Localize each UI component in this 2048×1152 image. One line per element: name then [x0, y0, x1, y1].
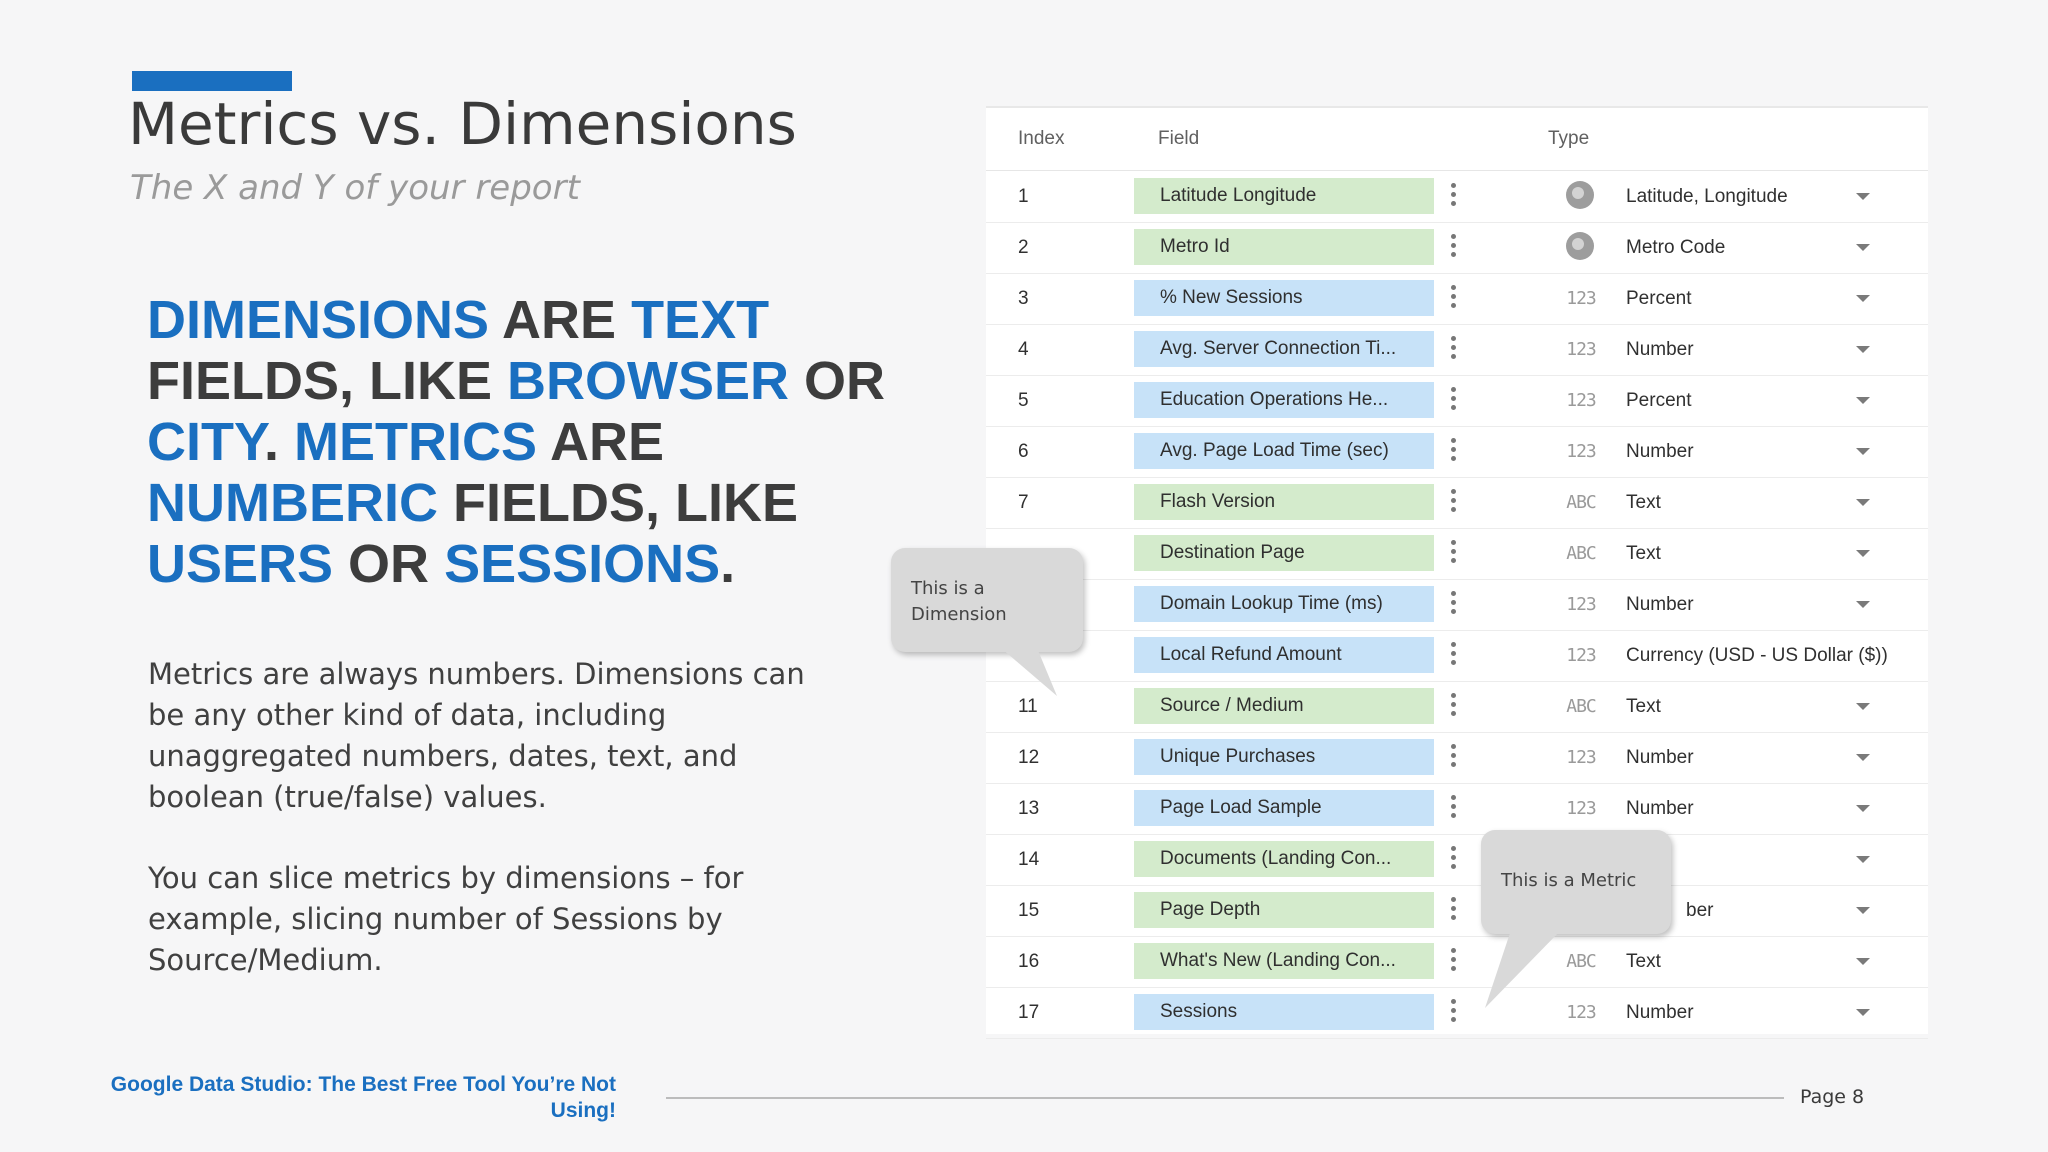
dimension-field-chip[interactable]: Documents (Landing Con...	[1134, 841, 1434, 877]
field-type-label: Number	[1626, 339, 1694, 360]
table-row[interactable]	[986, 834, 1928, 886]
field-type-label: ber	[1686, 900, 1714, 921]
headline-keyword: METRICS	[294, 412, 538, 472]
more-options-icon[interactable]	[1448, 387, 1458, 415]
more-options-icon[interactable]	[1448, 795, 1458, 823]
field-type-label: Currency (USD - US Dollar ($))	[1626, 645, 1888, 666]
more-options-icon[interactable]	[1448, 234, 1458, 262]
dimension-callout	[891, 548, 1083, 652]
headline-text: OR	[333, 534, 445, 594]
page-number: Page 8	[1800, 1086, 1865, 1108]
more-options-icon[interactable]	[1448, 897, 1458, 925]
table-row[interactable]	[986, 273, 1928, 325]
more-options-icon[interactable]	[1448, 999, 1458, 1027]
dimension-callout-text: This is a Dimension	[911, 578, 1007, 625]
table-row[interactable]	[986, 426, 1928, 478]
field-type-label: Text	[1626, 543, 1661, 564]
field-type-label: Text	[1626, 492, 1661, 513]
text-type-icon: ABC	[1566, 951, 1596, 972]
metric-field-chip[interactable]: Avg. Server Connection Ti...	[1134, 331, 1434, 367]
table-row[interactable]	[986, 171, 1928, 223]
row-index: 15	[1018, 900, 1040, 921]
more-options-icon[interactable]	[1448, 591, 1458, 619]
chevron-down-icon[interactable]	[1856, 193, 1870, 200]
dimension-field-chip[interactable]: Latitude Longitude	[1134, 178, 1434, 214]
chevron-down-icon[interactable]	[1856, 958, 1870, 965]
accent-bar	[132, 71, 292, 91]
chevron-down-icon[interactable]	[1856, 754, 1870, 761]
metric-field-chip[interactable]: Education Operations He...	[1134, 382, 1434, 418]
chevron-down-icon[interactable]	[1856, 295, 1870, 302]
dimension-field-chip[interactable]: Page Depth	[1134, 892, 1434, 928]
metric-field-chip[interactable]: Local Refund Amount	[1134, 637, 1434, 673]
row-index: 14	[1018, 849, 1040, 870]
more-options-icon[interactable]	[1448, 948, 1458, 976]
headline-keyword: CITY	[147, 412, 265, 472]
chevron-down-icon[interactable]	[1856, 601, 1870, 608]
text-type-icon: ABC	[1566, 696, 1596, 717]
chevron-down-icon[interactable]	[1856, 703, 1870, 710]
number-type-icon: 123	[1566, 798, 1596, 819]
number-type-icon: 123	[1566, 594, 1596, 615]
table-row[interactable]	[986, 783, 1928, 835]
metric-field-chip[interactable]: Unique Purchases	[1134, 739, 1434, 775]
headline-keyword: DIMENSIONS	[147, 290, 490, 350]
chevron-down-icon[interactable]	[1856, 907, 1870, 914]
field-type-label: Text	[1626, 696, 1661, 717]
more-options-icon[interactable]	[1448, 642, 1458, 670]
footer-divider	[666, 1097, 1784, 1099]
more-options-icon[interactable]	[1448, 846, 1458, 874]
footer-title: Google Data Studio: The Best Free Tool You’re Not Using!	[110, 1073, 616, 1122]
dimension-field-chip[interactable]: Destination Page	[1134, 535, 1434, 571]
headline-text: ARE	[537, 412, 665, 472]
table-row[interactable]	[986, 630, 1928, 682]
table-row[interactable]	[986, 324, 1928, 376]
chevron-down-icon[interactable]	[1856, 397, 1870, 404]
header-field: Field	[1158, 128, 1200, 149]
field-type-label: Number	[1626, 798, 1694, 819]
headline-keyword: SESSIONS	[444, 534, 721, 594]
chevron-down-icon[interactable]	[1856, 550, 1870, 557]
chevron-down-icon[interactable]	[1856, 1009, 1870, 1016]
fields-table	[986, 106, 1928, 1034]
slide-subtitle: The X and Y of your report	[130, 168, 580, 208]
row-index: 17	[1018, 1002, 1040, 1023]
paragraph-slicing: You can slice metrics by dimensions – for example, slicing number of Sessions by Source/Medium.	[148, 861, 744, 977]
dimension-field-chip[interactable]: Metro Id	[1134, 229, 1434, 265]
field-type-label: Text	[1626, 951, 1661, 972]
headline-text: OR	[789, 351, 886, 411]
field-type-label: Number	[1626, 441, 1694, 462]
slide-title: Metrics vs. Dimensions	[128, 90, 797, 158]
field-type-label: Percent	[1626, 288, 1692, 309]
dimension-field-chip[interactable]: Source / Medium	[1134, 688, 1434, 724]
table-row[interactable]	[986, 579, 1928, 631]
row-index: 13	[1018, 798, 1040, 819]
callout-pointer	[1481, 930, 1571, 1010]
headline-text: .	[264, 412, 295, 472]
chevron-down-icon[interactable]	[1856, 448, 1870, 455]
table-header	[986, 108, 1928, 171]
chevron-down-icon[interactable]	[1856, 499, 1870, 506]
paragraph-metrics: Metrics are always numbers. Dimensions can be any other kind of data, including unaggregated numbers, dates, text, and boolean (true/false) values.	[148, 657, 805, 814]
field-type-label: Metro Code	[1626, 237, 1726, 258]
number-type-icon: 123	[1566, 339, 1596, 360]
more-options-icon[interactable]	[1448, 693, 1458, 721]
text-type-icon: ABC	[1566, 543, 1596, 564]
headline-text: ARE	[489, 290, 632, 350]
row-index: 4	[1018, 339, 1029, 360]
table-row[interactable]	[986, 885, 1928, 937]
metric-callout-text: This is a Metric	[1501, 870, 1637, 891]
table-row[interactable]	[986, 528, 1928, 580]
chevron-down-icon[interactable]	[1856, 856, 1870, 863]
metric-field-chip[interactable]: Domain Lookup Time (ms)	[1134, 586, 1434, 622]
header-type: Type	[1548, 128, 1590, 149]
globe-icon	[1566, 232, 1594, 260]
field-type-label: Latitude, Longitude	[1626, 186, 1788, 207]
more-options-icon[interactable]	[1448, 183, 1458, 211]
metric-field-chip[interactable]: % New Sessions	[1134, 280, 1434, 316]
row-index: 7	[1018, 492, 1029, 513]
dimension-field-chip[interactable]: Flash Version	[1134, 484, 1434, 520]
headline	[147, 290, 887, 595]
callout-pointer	[1001, 648, 1061, 698]
metric-field-chip[interactable]: Avg. Page Load Time (sec)	[1134, 433, 1434, 469]
row-index: 16	[1018, 951, 1040, 972]
header-index: Index	[1018, 128, 1065, 149]
table-row[interactable]	[986, 936, 1928, 988]
more-options-icon[interactable]	[1448, 489, 1458, 517]
headline-text: FIELDS, LIKE	[147, 351, 508, 411]
more-options-icon[interactable]	[1448, 336, 1458, 364]
headline-text: FIELDS, LIKE	[438, 473, 799, 533]
globe-icon	[1566, 181, 1594, 209]
table-row[interactable]	[986, 732, 1928, 784]
headline-keyword: NUMBERIC	[147, 473, 438, 533]
headline-text: .	[720, 534, 736, 594]
chevron-down-icon[interactable]	[1856, 805, 1870, 812]
number-type-icon: 123	[1566, 1002, 1596, 1023]
headline-keyword: TEXT	[631, 290, 770, 350]
chevron-down-icon[interactable]	[1856, 346, 1870, 353]
metric-callout	[1481, 830, 1671, 934]
table-row[interactable]	[986, 477, 1928, 529]
number-type-icon: 123	[1566, 441, 1596, 462]
row-index: 12	[1018, 747, 1040, 768]
row-index: 6	[1018, 441, 1029, 462]
table-row[interactable]	[986, 681, 1928, 733]
more-options-icon[interactable]	[1448, 744, 1458, 772]
table-row[interactable]	[986, 375, 1928, 427]
headline-keyword: USERS	[147, 534, 334, 594]
more-options-icon[interactable]	[1448, 285, 1458, 313]
metric-field-chip[interactable]: Page Load Sample	[1134, 790, 1434, 826]
more-options-icon[interactable]	[1448, 540, 1458, 568]
more-options-icon[interactable]	[1448, 438, 1458, 466]
text-type-icon: ABC	[1566, 492, 1596, 513]
number-type-icon: 123	[1566, 645, 1596, 666]
metric-field-chip[interactable]: Sessions	[1134, 994, 1434, 1030]
number-type-icon: 123	[1566, 747, 1596, 768]
field-type-label: Number	[1626, 594, 1694, 615]
row-index: 2	[1018, 237, 1029, 258]
field-type-label: Number	[1626, 1002, 1694, 1023]
chevron-down-icon[interactable]	[1856, 244, 1870, 251]
row-index: 1	[1018, 186, 1029, 207]
field-type-label: Number	[1626, 747, 1694, 768]
row-index: 3	[1018, 288, 1029, 309]
headline-keyword: BROWSER	[507, 351, 790, 411]
row-index: 5	[1018, 390, 1029, 411]
number-type-icon: 123	[1566, 288, 1596, 309]
dimension-field-chip[interactable]: What's New (Landing Con...	[1134, 943, 1434, 979]
row-index: 11	[1018, 696, 1038, 717]
field-type-label: Percent	[1626, 390, 1692, 411]
number-type-icon: 123	[1566, 390, 1596, 411]
table-row[interactable]	[986, 222, 1928, 274]
table-row[interactable]	[986, 987, 1928, 1039]
